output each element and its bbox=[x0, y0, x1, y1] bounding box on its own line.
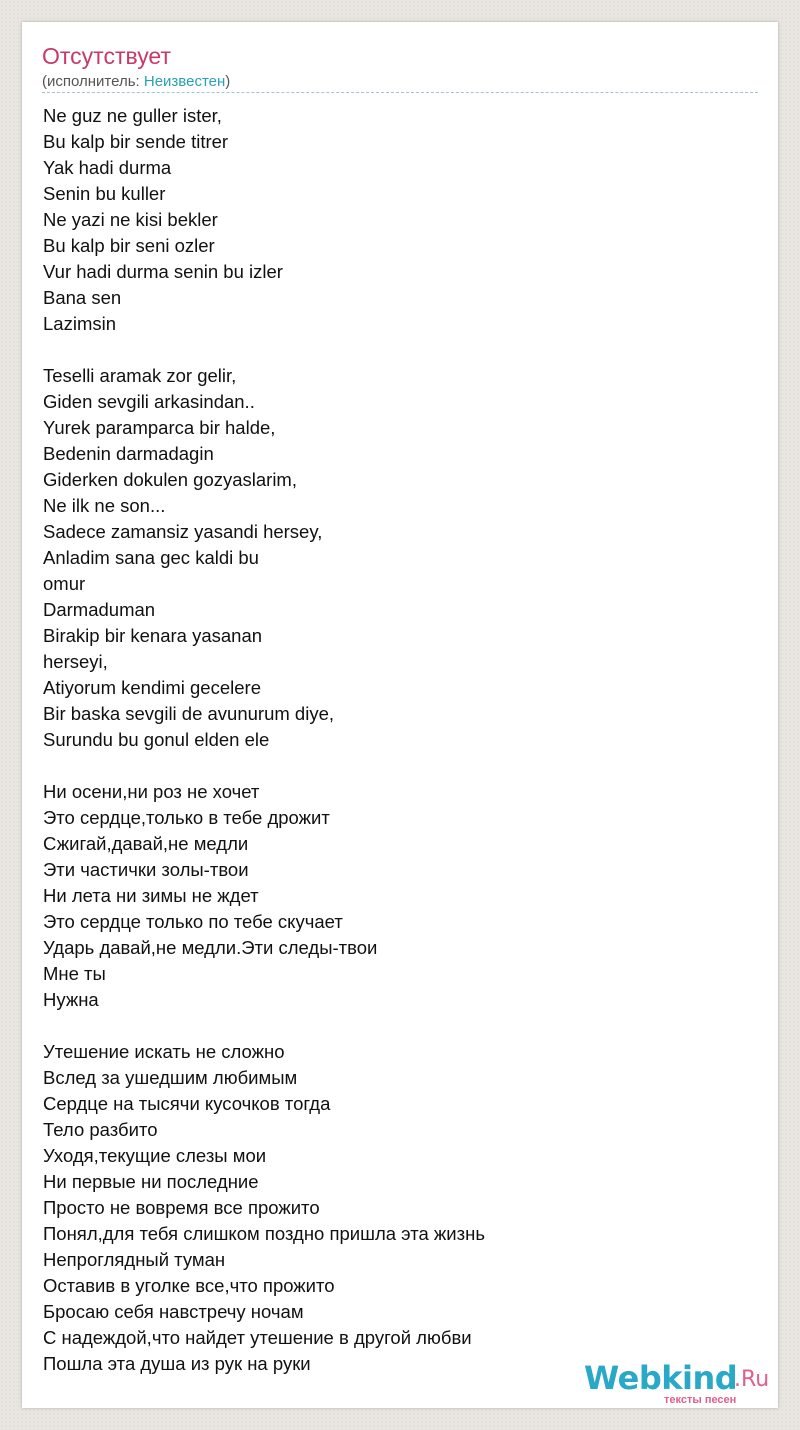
lyrics-line: С надеждой,что найдет утешение в другой любви bbox=[43, 1327, 472, 1348]
lyrics-line: Нужна bbox=[43, 989, 99, 1010]
lyrics-line: Giderken dokulen gozyaslarim, bbox=[43, 469, 297, 490]
lyrics-line: Ne ilk ne son... bbox=[43, 495, 166, 516]
lyrics-line: Birakip bir kenara yasanan bbox=[43, 625, 263, 646]
logo-tld: .Ru bbox=[734, 1367, 770, 1392]
lyrics-line: Giden sevgili arkasindan.. bbox=[43, 391, 255, 412]
artist-link[interactable]: Неизвестен bbox=[143, 73, 226, 90]
lyrics-line: Сердце на тысячи кусочков тогда bbox=[43, 1093, 331, 1114]
lyrics-line: Утешение искать не сложно bbox=[43, 1041, 285, 1062]
lyrics-line: herseyi, bbox=[43, 651, 108, 672]
lyrics-line: Тело разбито bbox=[43, 1119, 158, 1140]
artist-suffix: ) bbox=[225, 73, 231, 90]
artist-line bbox=[42, 72, 230, 92]
artist-prefix: (исполнитель: bbox=[42, 73, 144, 90]
site-logo[interactable] bbox=[584, 1359, 784, 1409]
lyrics-line: Darmaduman bbox=[43, 599, 156, 620]
lyrics-line: Yurek paramparca bir halde, bbox=[43, 417, 276, 438]
lyrics-line: Уходя,текущие слезы мои bbox=[43, 1145, 267, 1166]
lyrics-line: Ни первые ни последние bbox=[43, 1171, 259, 1192]
title-divider bbox=[42, 92, 758, 93]
lyrics-line: Teselli aramak zor gelir, bbox=[43, 365, 237, 386]
lyrics-line: Ни осени,ни роз не хочет bbox=[43, 781, 260, 802]
lyrics-stanza bbox=[43, 1039, 743, 1377]
lyrics-line: Yak hadi durma bbox=[43, 157, 172, 178]
lyrics-line: Ne yazi ne kisi bekler bbox=[43, 209, 218, 230]
logo-wordmark: Webkind bbox=[584, 1359, 738, 1397]
lyrics-line: Эти частички золы-твои bbox=[43, 859, 249, 880]
logo-subtitle: тексты песен bbox=[664, 1394, 737, 1406]
lyrics-line: Понял,для тебя слишком поздно пришла эта жизнь bbox=[43, 1223, 485, 1244]
lyrics-line: Просто не вовремя все прожито bbox=[43, 1197, 320, 1218]
lyrics-line: Surundu bu gonul elden ele bbox=[43, 729, 270, 750]
lyrics-line: Бросаю себя навстречу ночам bbox=[43, 1301, 304, 1322]
lyrics-stanza bbox=[43, 363, 743, 753]
lyrics-line: Мне ты bbox=[43, 963, 106, 984]
lyrics-line: Anladim sana gec kaldi bu bbox=[43, 547, 259, 568]
lyrics-line: Вслед за ушедшим любимым bbox=[43, 1067, 298, 1088]
lyrics-line: Sadece zamansiz yasandi hersey, bbox=[43, 521, 323, 542]
lyrics-line: Bana sen bbox=[43, 287, 122, 308]
lyrics-line: Ne guz ne guller ister, bbox=[43, 105, 222, 126]
lyrics-line: Это сердце,только в тебе дрожит bbox=[43, 807, 330, 828]
lyrics-line: Ни лета ни зимы не ждет bbox=[43, 885, 259, 906]
lyrics-line: Оставив в уголке все,что прожито bbox=[43, 1275, 335, 1296]
lyrics-line: Пошла эта душа из рук на руки bbox=[43, 1353, 311, 1374]
lyrics-stanza bbox=[43, 103, 743, 337]
lyrics-card bbox=[22, 22, 778, 1408]
lyrics-line: Ударь давай,не медли.Эти следы-твои bbox=[43, 937, 378, 958]
lyrics-line: Atiyorum kendimi gecelere bbox=[43, 677, 261, 698]
lyrics-line: Это сердце только по тебе скучает bbox=[43, 911, 343, 932]
lyrics-stanza bbox=[43, 779, 743, 1013]
song-title: Отсутствует bbox=[42, 43, 171, 69]
lyrics-line: Bu kalp bir sende titrer bbox=[43, 131, 229, 152]
lyrics-line: Сжигай,давай,не медли bbox=[43, 833, 249, 854]
lyrics-line: Bu kalp bir seni ozler bbox=[43, 235, 215, 256]
lyrics-line: omur bbox=[43, 573, 86, 594]
lyrics-line: Lazimsin bbox=[43, 313, 116, 334]
lyrics-line: Bir baska sevgili de avunurum diye, bbox=[43, 703, 335, 724]
lyrics-text bbox=[43, 103, 743, 1403]
lyrics-line: Vur hadi durma senin bu izler bbox=[43, 261, 283, 282]
lyrics-line: Непроглядный туман bbox=[43, 1249, 226, 1270]
lyrics-line: Bedenin darmadagin bbox=[43, 443, 214, 464]
lyrics-line: Senin bu kuller bbox=[43, 183, 166, 204]
